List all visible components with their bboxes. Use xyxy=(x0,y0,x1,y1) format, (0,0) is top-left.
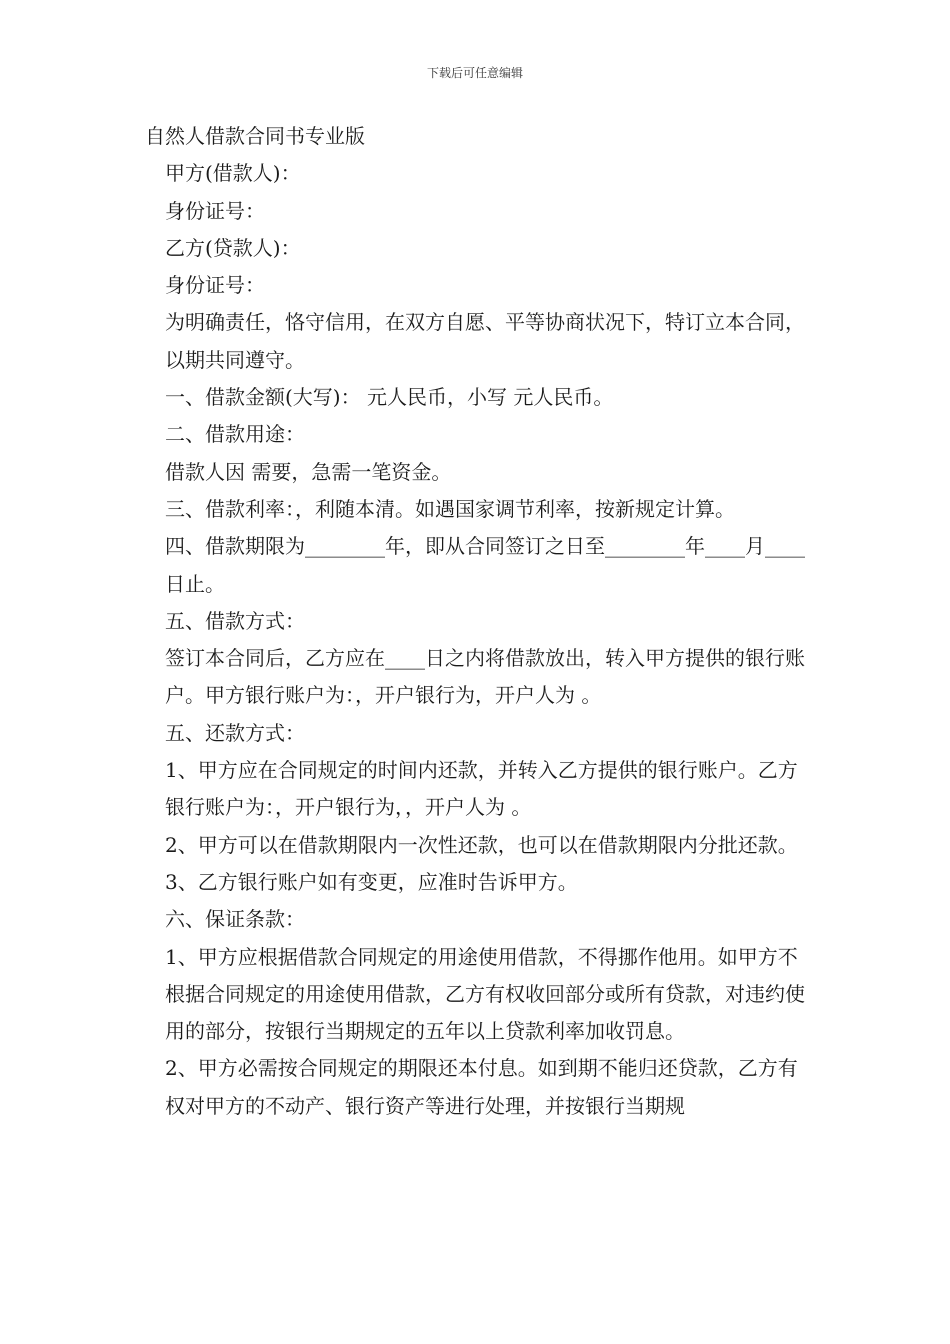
preamble-paragraph: 为明确责任，恪守信用，在双方自愿、平等协商状况下，特订立本合同，以期共同遵守。 xyxy=(165,310,805,372)
clause-method-text: 签订本合同后，乙方应在____日之内将借款放出，转入甲方提供的银行账户。甲方银行账户为：，开户银行为，开户人为 。 xyxy=(165,646,805,708)
clause-amount: 一、借款金额(大写)： 元人民币，小写 元人民币。 xyxy=(165,385,614,410)
clause-guarantee-heading: 六、保证条款： xyxy=(165,907,305,932)
party-b-id-label: 身份证号： xyxy=(165,273,265,298)
document-body xyxy=(145,118,810,1125)
clause-purpose-heading: 二、借款用途： xyxy=(165,422,305,447)
clause-method-heading: 五、借款方式： xyxy=(165,608,305,633)
guarantee-item-2: 2、甲方必需按合同规定的期限还本付息。如到期不能归还贷款，乙方有权对甲方的不动产、银行资产等进行处理，并按银行当期规 xyxy=(165,1056,798,1118)
party-a-label: 甲方(借款人)： xyxy=(165,161,301,186)
repayment-item-3: 3、乙方银行账户如有变更，应准时告诉甲方。 xyxy=(165,869,578,894)
guarantee-item-1: 1、甲方应根据借款合同规定的用途使用借款，不得挪作他用。如甲方不根据合同规定的用途使用借款，乙方有权收回部分或所有贷款，对违约使用的部分，按银行当期规定的五年以上贷款利率加收罚息。 xyxy=(165,944,805,1044)
party-b-label: 乙方(贷款人)： xyxy=(165,235,301,260)
clause-term: 四、借款期限为________年，即从合同签订之日至________年____月____日止。 xyxy=(165,534,805,596)
party-a-id-label: 身份证号： xyxy=(165,198,265,223)
repayment-item-2: 2、甲方可以在借款期限内一次性还款，也可以在借款期限内分批还款。 xyxy=(165,832,798,857)
clause-purpose-text: 借款人因 需要，急需一笔资金。 xyxy=(165,459,452,484)
page-header: 下载后可任意编辑 xyxy=(426,66,523,80)
document-title: 自然人借款合同书专业版 xyxy=(145,124,365,148)
clause-repayment-heading: 五、还款方式： xyxy=(165,720,305,745)
repayment-item-1: 1、甲方应在合同规定的时间内还款，并转入乙方提供的银行账户。乙方银行账户为：，开户银行为，，开户人为 。 xyxy=(165,758,798,820)
clause-interest: 三、借款利率：，利随本清。如遇国家调节利率，按新规定计算。 xyxy=(165,496,735,521)
